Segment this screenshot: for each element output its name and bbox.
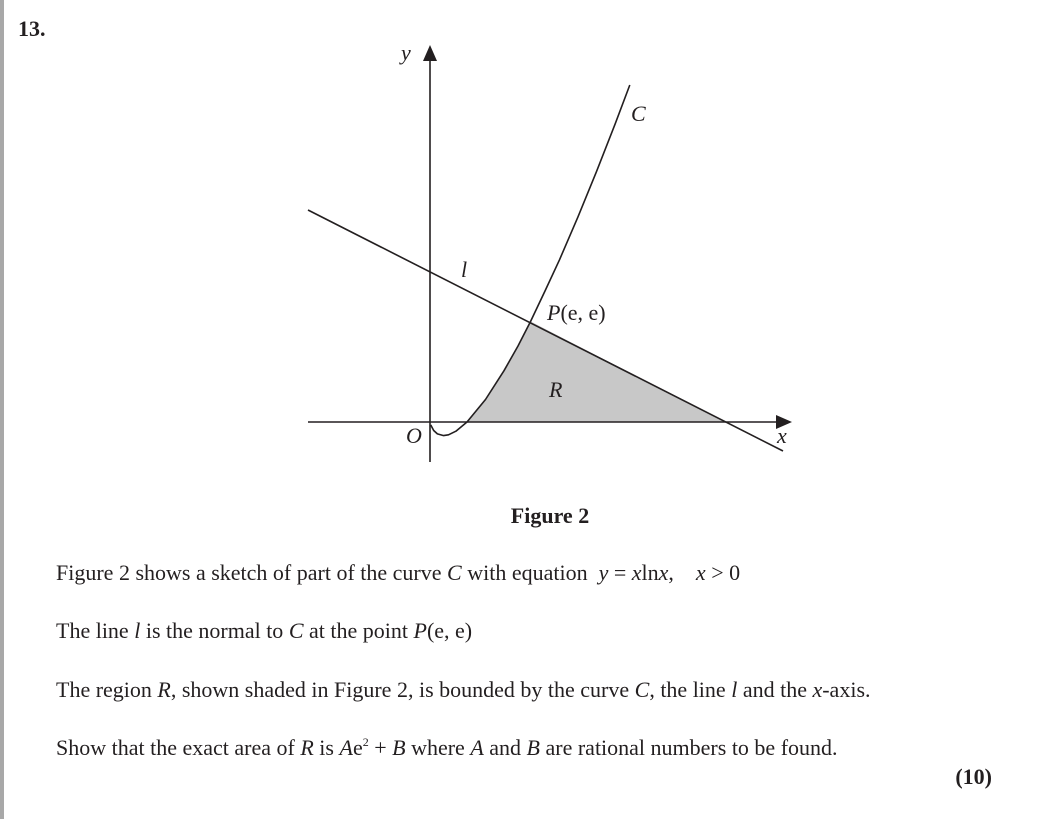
shaded-region-r [467, 321, 725, 422]
point-p-label [547, 302, 606, 324]
point-p-coords: (e, e) [560, 300, 606, 325]
y-axis-arrow-icon [423, 45, 437, 61]
curve-equation: y = xlnx, x > 0 [598, 560, 741, 585]
paragraph-normal-line: The line l is the normal to C at the point P(e, e) [56, 618, 473, 643]
origin-label: O [406, 423, 422, 448]
x-axis-label: x [777, 423, 787, 448]
line-l-label: l [461, 257, 468, 282]
y-axis-label: y [401, 40, 411, 65]
paragraph-curve-description: Figure 2 shows a sketch of part of the curve C with equation y = xlnx, x > 0 [56, 560, 741, 585]
paragraph-region-description: The region R, shown shaded in Figure 2, is bounded by the curve C, the line l and the x-axis. [56, 677, 871, 702]
region-r-label: R [549, 377, 563, 402]
paragraph-task: Show that the exact area of R is $Ae^2 + B$ where A and B are rational numbers to be found. [56, 735, 838, 760]
curve-c-label: C [631, 101, 646, 126]
question-number: 13. [18, 16, 46, 41]
figure-caption: Figure 2 [510, 503, 590, 528]
marks-total: (10) [955, 764, 992, 789]
point-p-letter: P [547, 300, 561, 325]
